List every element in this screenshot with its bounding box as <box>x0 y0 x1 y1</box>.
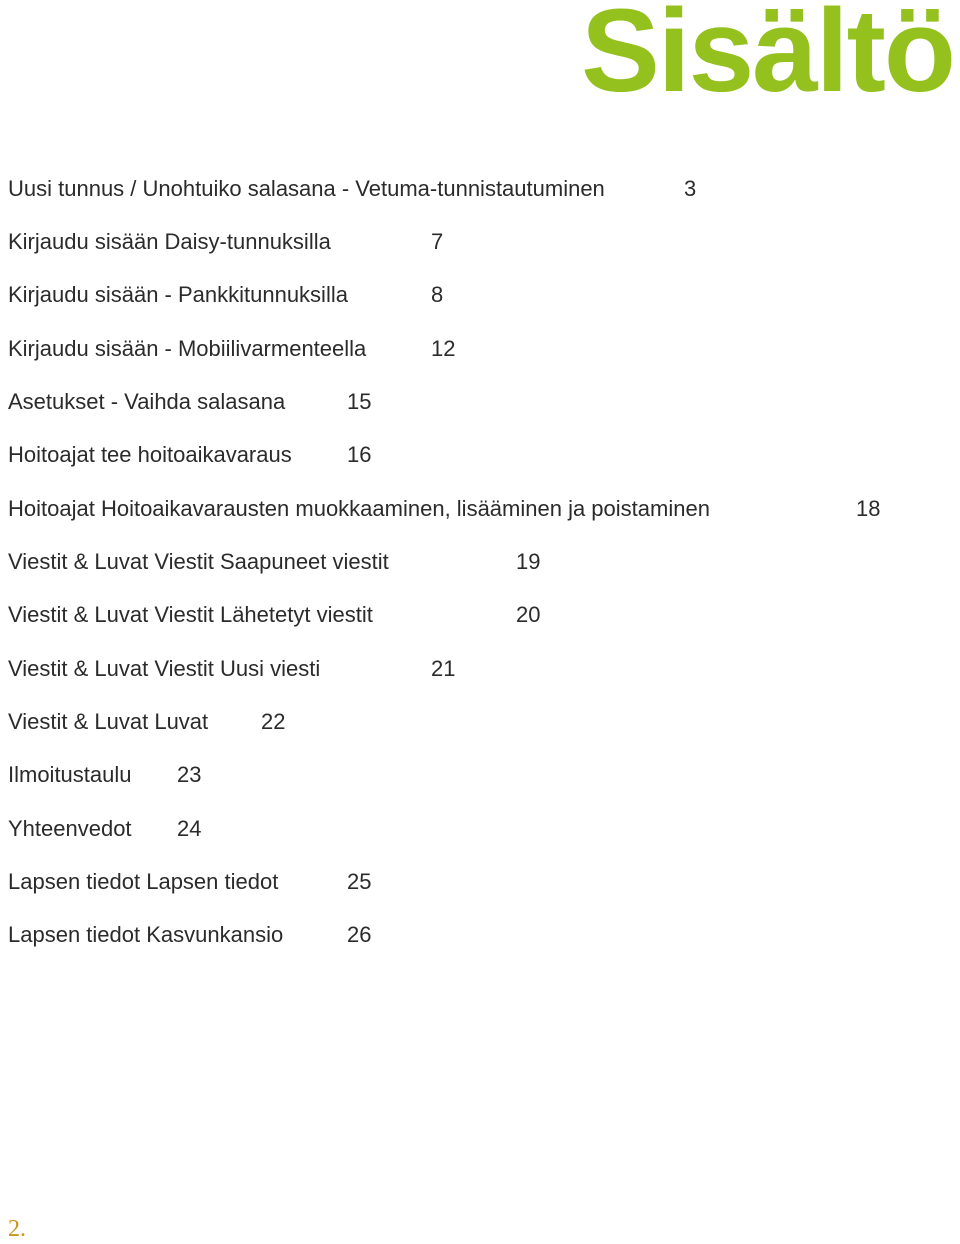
toc-entry-page: 23 <box>177 762 202 787</box>
page-title: Sisältö <box>581 0 954 117</box>
toc-entry-label: Viestit & Luvat Viestit Lähetetyt viestit <box>8 602 373 627</box>
toc-entry-label: Hoitoajat tee hoitoaikavaraus <box>8 442 292 467</box>
toc-entry-label: Ilmoitustaulu <box>8 762 132 787</box>
toc-entry-page: 21 <box>431 656 456 681</box>
toc-entry-page: 20 <box>516 602 541 627</box>
toc-entry-page: 7 <box>431 229 444 254</box>
toc-entry-label: Hoitoajat Hoitoaikavarausten muokkaaminen, lisääminen ja poistaminen <box>8 496 710 521</box>
toc-entry-label: Lapsen tiedot Kasvunkansio <box>8 922 284 947</box>
toc-entry-label: Lapsen tiedot Lapsen tiedot <box>8 869 279 894</box>
toc-entry-label: Kirjaudu sisään Daisy-tunnuksilla <box>8 229 331 254</box>
toc-entry-page: 25 <box>347 869 372 894</box>
toc-entry-page: 22 <box>261 709 286 734</box>
toc-entry-page: 26 <box>347 922 372 947</box>
toc-entry-label: Yhteenvedot <box>8 816 132 841</box>
toc-entry-label: Kirjaudu sisään - Pankkitunnuksilla <box>8 282 348 307</box>
toc-entry-page: 24 <box>177 816 202 841</box>
toc-entry-label: Viestit & Luvat Viestit Saapuneet viestit <box>8 549 389 574</box>
toc-entry-page: 16 <box>347 442 372 467</box>
toc-entry-label: Kirjaudu sisään - Mobiilivarmenteella <box>8 336 367 361</box>
toc-entry-page: 15 <box>347 389 372 414</box>
toc-entry-page: 18 <box>856 496 881 521</box>
toc-entry-page: 12 <box>431 336 456 361</box>
toc-entry-label: Asetukset - Vaihda salasana <box>8 389 286 414</box>
toc-entry-label: Viestit & Luvat Viestit Uusi viesti <box>8 656 321 681</box>
toc-entry-page: 8 <box>431 282 444 307</box>
toc-entry-page: 3 <box>684 176 697 201</box>
toc-entry-label: Uusi tunnus / Unohtuiko salasana - Vetuma-tunnistautuminen <box>8 176 605 201</box>
toc-entry-page: 19 <box>516 549 541 574</box>
page-number: 2. <box>8 1216 26 1242</box>
toc-entry-label: Viestit & Luvat Luvat <box>8 709 209 734</box>
